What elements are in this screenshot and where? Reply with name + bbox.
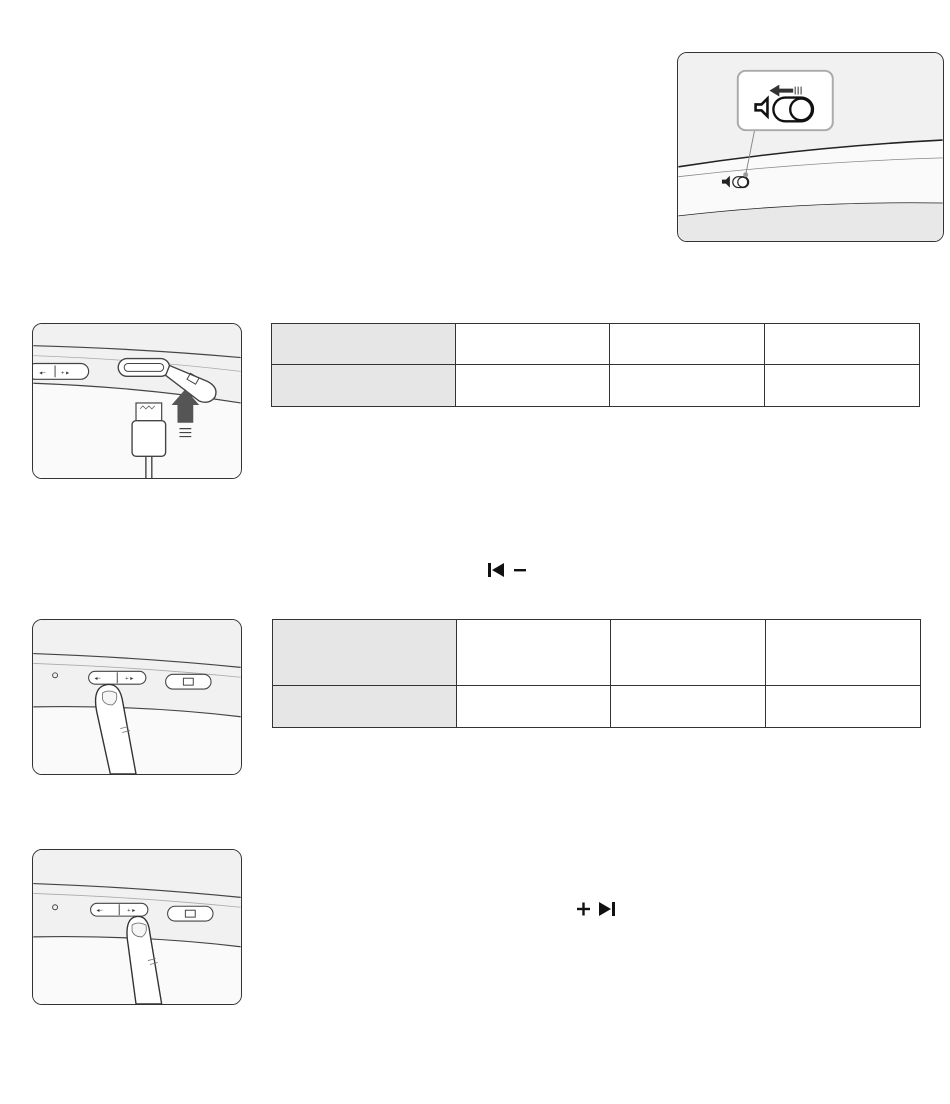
svg-text:+ ▸: + ▸ <box>125 676 134 683</box>
table-cell <box>456 324 610 365</box>
usb-charging-cable-icon <box>33 324 241 478</box>
table-cell <box>765 365 920 407</box>
previous-button-illustration <box>32 619 242 775</box>
plus-next-icon <box>575 899 623 919</box>
charging-illustration <box>32 323 242 479</box>
table-cell <box>766 686 921 728</box>
table-row <box>273 620 921 686</box>
finger-press-previous-button-icon <box>33 620 241 774</box>
svg-text:◂−: ◂− <box>94 676 101 683</box>
next-track-symbol <box>575 899 623 925</box>
table-cell <box>273 686 457 728</box>
table-cell <box>272 365 456 407</box>
table-cell <box>765 324 920 365</box>
previous-minus-icon <box>486 560 530 580</box>
table-cell <box>610 324 765 365</box>
finger-press-next-button-icon <box>33 850 241 1004</box>
previous-track-symbol <box>486 560 530 586</box>
svg-text:◂−: ◂− <box>39 370 46 377</box>
table-cell <box>456 365 610 407</box>
spec-table-2 <box>272 619 921 728</box>
table-cell <box>457 686 611 728</box>
mute-switch-illustration <box>677 52 944 242</box>
svg-text:◂−: ◂− <box>96 908 103 915</box>
table-cell <box>610 365 765 407</box>
table-row <box>272 365 920 407</box>
table-cell <box>611 620 766 686</box>
table-cell <box>273 620 457 686</box>
table-cell <box>272 324 456 365</box>
table-cell <box>611 686 766 728</box>
next-button-illustration <box>32 849 242 1005</box>
speaker-mute-switch-icon <box>678 53 943 241</box>
svg-text:+ ▸: + ▸ <box>127 908 136 915</box>
table-row <box>272 324 920 365</box>
table-cell <box>457 620 611 686</box>
table-cell <box>766 620 921 686</box>
table-row <box>273 686 921 728</box>
svg-text:+ ▸: + ▸ <box>60 370 70 377</box>
spec-table-1 <box>271 323 920 407</box>
